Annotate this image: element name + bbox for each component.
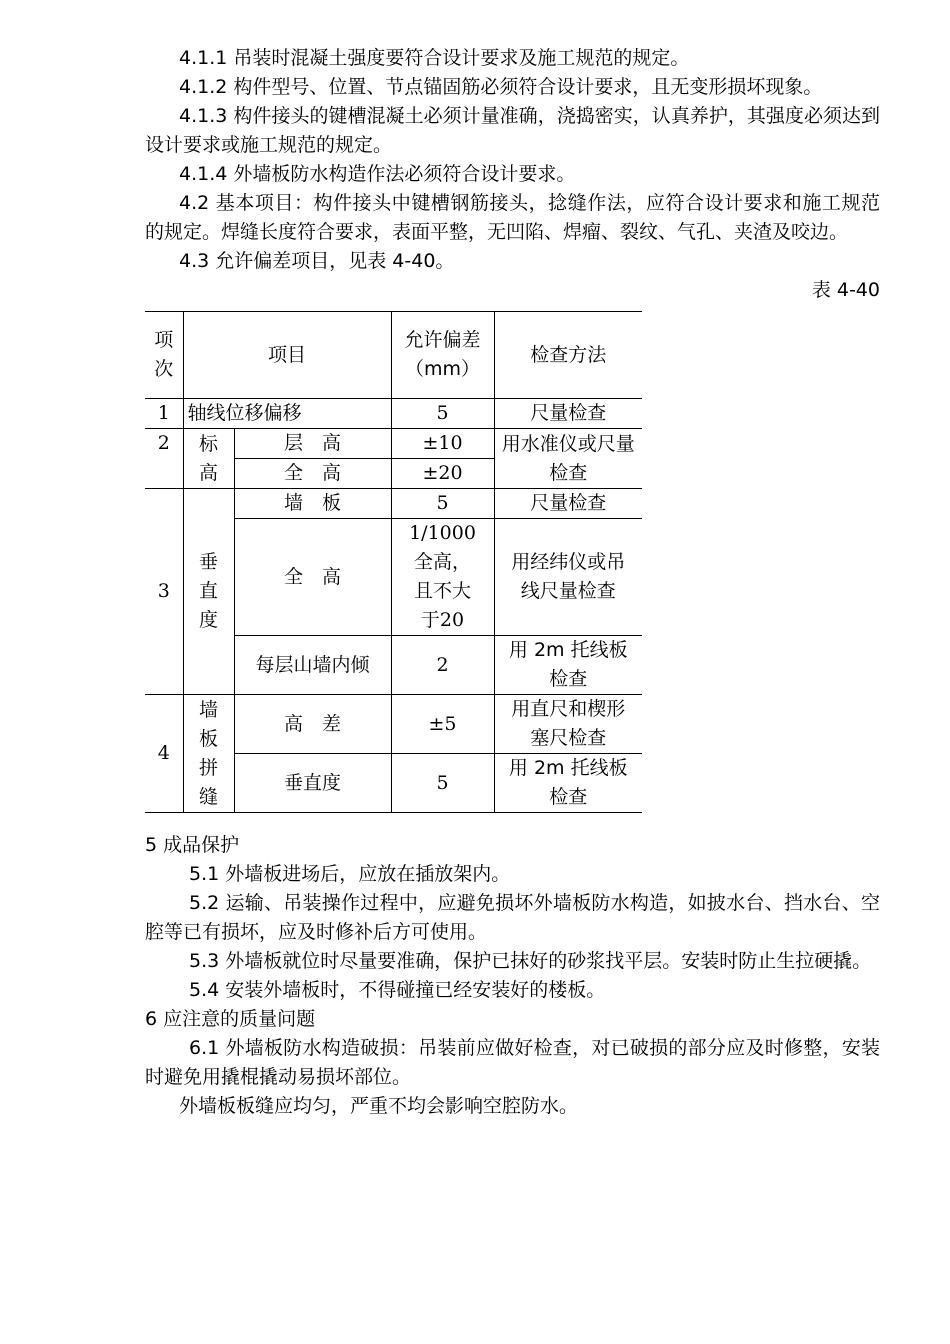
table-row <box>145 695 642 754</box>
row3-group: 垂直度 <box>183 489 234 695</box>
row4-sub1-item: 高 差 <box>234 695 391 754</box>
header-tolerance: 允许偏差（mm） <box>391 312 494 399</box>
table-row <box>145 429 642 459</box>
row3-sub2-item: 全 高 <box>234 519 391 636</box>
row1-index: 1 <box>145 399 183 429</box>
row4-sub1-method: 用直尺和楔形塞尺检查 <box>494 695 642 754</box>
para-5-3: 5.3 外墙板就位时尽量要准确，保护已抹好的砂浆找平层。安装时防止生拉硬撬。 <box>189 950 872 972</box>
row3-sub1-tolerance: 5 <box>391 489 494 519</box>
para-6-1: 6.1 外墙板防水构造破损：吊装前应做好检查，对已破损的部分应及时修整，安装时避免用撬棍撬动易损坏部位。 <box>145 1037 880 1088</box>
para-4-1-1: 4.1.1 吊装时混凝土强度要符合设计要求及施工规范的规定。 <box>179 47 690 69</box>
header-index: 项次 <box>145 312 183 399</box>
row3-sub3-method: 用 2m 托线板检查 <box>494 636 642 695</box>
row2-sub2-item: 全 高 <box>234 459 391 489</box>
para-4-1-4: 4.1.4 外墙板防水构造作法必须符合设计要求。 <box>179 163 576 185</box>
document-page <box>145 44 880 1121</box>
para-5-2: 5.2 运输、吊装操作过程中，应避免损坏外墙板防水构造，如披水台、挡水台、空腔等已有损坏，应及时修补后方可使用。 <box>145 892 880 943</box>
row3-sub3-item: 每层山墙内倾 <box>234 636 391 695</box>
row3-index: 3 <box>145 489 183 695</box>
row4-group: 墙板拼缝 <box>183 695 234 813</box>
para-4-1-3: 4.1.3 构件接头的键槽混凝土必须计量准确，浇捣密实，认真养护，其强度必须达到设计要求或施工规范的规定。 <box>145 105 880 156</box>
row1-item: 轴线位移偏移 <box>183 399 391 429</box>
row3-sub1-item: 墙 板 <box>234 489 391 519</box>
row4-sub2-item: 垂直度 <box>234 754 391 813</box>
para-5-1: 5.1 外墙板进场后，应放在插放架内。 <box>189 863 511 885</box>
row4-index: 4 <box>145 695 183 813</box>
row1-tolerance: 5 <box>391 399 494 429</box>
table-row <box>145 489 642 519</box>
table-caption: 表 4-40 <box>811 279 880 301</box>
table-header-row <box>145 312 642 399</box>
para-4-2: 4.2 基本项目：构件接头中键槽钢筋接头，捻缝作法，应符合设计要求和施工规范的规定。焊缝长度符合要求，表面平整，无凹陷、焊瘤、裂纹、气孔、夹渣及咬边。 <box>145 192 880 243</box>
row2-sub1-tolerance: ±10 <box>391 429 494 459</box>
row3-sub2-tolerance: 1/1000全高，且不大于20 <box>391 519 494 636</box>
para-4-3: 4.3 允许偏差项目，见表 4-40。 <box>179 250 455 272</box>
heading-section-6: 6 应注意的质量问题 <box>145 1008 316 1030</box>
row2-index: 2 <box>145 429 183 489</box>
row2-sub1-item: 层 高 <box>234 429 391 459</box>
heading-section-5: 5 成品保护 <box>145 834 240 856</box>
row1-method: 尺量检查 <box>494 399 642 429</box>
row3-sub1-method: 尺量检查 <box>494 489 642 519</box>
row2-sub2-tolerance: ±20 <box>391 459 494 489</box>
table-row <box>145 399 642 429</box>
row4-sub2-method: 用 2m 托线板检查 <box>494 754 642 813</box>
para-5-4: 5.4 安装外墙板时，不得碰撞已经安装好的楼板。 <box>189 979 606 1001</box>
row2-group: 标高 <box>183 429 234 489</box>
para-4-1-2: 4.1.2 构件型号、位置、节点锚固筋必须符合设计要求，且无变形损坏现象。 <box>179 76 823 98</box>
row4-sub2-tolerance: 5 <box>391 754 494 813</box>
row4-sub1-tolerance: ±5 <box>391 695 494 754</box>
row3-sub2-method: 用经纬仪或吊线尺量检查 <box>494 519 642 636</box>
header-method: 检查方法 <box>494 312 642 399</box>
header-item: 项目 <box>183 312 391 399</box>
para-extra: 外墙板板缝应均匀，严重不均会影响空腔防水。 <box>179 1095 579 1117</box>
row2-method: 用水准仪或尺量检查 <box>494 429 642 489</box>
row3-sub3-tolerance: 2 <box>391 636 494 695</box>
tolerance-table <box>145 311 642 813</box>
